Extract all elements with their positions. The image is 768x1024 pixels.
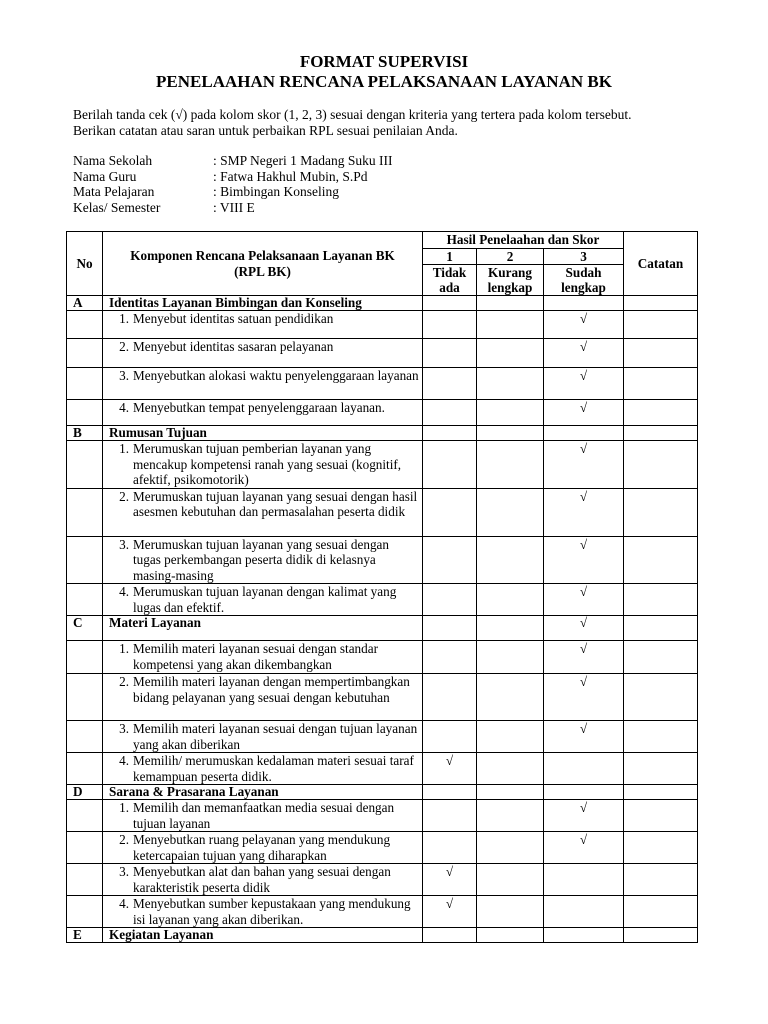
score-cell-3 — [544, 441, 624, 489]
table-body — [67, 296, 698, 943]
score-cell-1 — [423, 584, 477, 616]
score-cell-3 — [544, 536, 624, 584]
score-cell-1 — [423, 536, 477, 584]
item-cell — [103, 584, 423, 616]
item-wrap — [105, 721, 420, 752]
table-row — [67, 800, 698, 832]
section-code: A — [67, 296, 103, 311]
notes-cell — [624, 864, 698, 896]
score-cell-1 — [423, 721, 477, 753]
notes-cell — [624, 339, 698, 368]
score-cell-1 — [423, 928, 477, 943]
item-wrap — [105, 753, 420, 784]
score-cell-1 — [423, 441, 477, 489]
item-cell — [103, 864, 423, 896]
score-cell-2 — [477, 400, 544, 426]
item-cell — [103, 400, 423, 426]
table-row — [67, 753, 698, 785]
item-cell — [103, 311, 423, 339]
item-wrap — [105, 368, 420, 384]
notes-cell — [624, 785, 698, 800]
section-row — [67, 616, 698, 641]
item-cell — [103, 896, 423, 928]
item-cell — [103, 721, 423, 753]
item-wrap — [105, 339, 420, 355]
item-number: 4. — [119, 896, 129, 911]
score-cell-1 — [423, 400, 477, 426]
item-wrap — [105, 584, 420, 615]
check-mark: √ — [579, 674, 588, 689]
item-wrap — [105, 641, 420, 672]
item-number: 1. — [119, 441, 129, 456]
item-wrap — [105, 800, 420, 831]
table-row — [67, 339, 698, 368]
check-mark: √ — [445, 896, 454, 911]
item-text: Menyebutkan sumber kepustakaan yang mendukung isi layanan yang akan diberikan. — [133, 896, 411, 927]
score-cell-3 — [544, 864, 624, 896]
score-cell-3 — [544, 400, 624, 426]
notes-cell — [624, 641, 698, 674]
header-score-2-label: Kurang lengkap — [477, 265, 544, 296]
check-mark: √ — [579, 832, 588, 847]
score-cell-3 — [544, 753, 624, 785]
table-row — [67, 368, 698, 400]
score-cell-2 — [477, 896, 544, 928]
check-mark: √ — [579, 400, 588, 415]
item-number: 3. — [119, 721, 129, 736]
info-row-subject — [73, 184, 392, 200]
item-text: Memilih dan memanfaatkan media sesuai dengan tujuan layanan — [133, 800, 395, 831]
score-cell-2 — [477, 584, 544, 616]
table-row — [67, 896, 698, 928]
instruction-line-1: Berilah tanda cek (√) pada kolom skor (1, 2, 3) sesuai dengan kriteria yang tertera pada kolom tersebut. — [73, 107, 632, 122]
section-row — [67, 928, 698, 943]
score-cell-2 — [477, 785, 544, 800]
section-title: Identitas Layanan Bimbingan dan Konseling — [103, 296, 423, 311]
notes-cell — [624, 928, 698, 943]
item-number: 1. — [119, 311, 129, 326]
item-number: 2. — [119, 488, 129, 504]
notes-cell — [624, 832, 698, 864]
item-text: Merumuskan tujuan layanan yang sesuai dengan tugas perkembangan peserta didik di kelasnya masing-masing — [133, 536, 389, 583]
notes-cell — [624, 674, 698, 721]
section-row — [67, 296, 698, 311]
score-cell-3 — [544, 584, 624, 616]
notes-cell — [624, 368, 698, 400]
no-cell — [67, 368, 103, 400]
supervision-table — [66, 231, 698, 943]
score-cell-1 — [423, 426, 477, 441]
no-cell — [67, 400, 103, 426]
score-cell-3 — [544, 721, 624, 753]
no-cell — [67, 641, 103, 674]
no-cell — [67, 800, 103, 832]
score-cell-3 — [544, 296, 624, 311]
item-wrap — [105, 864, 420, 895]
item-number: 2. — [119, 674, 129, 689]
notes-cell — [624, 753, 698, 785]
item-wrap — [105, 311, 420, 327]
info-label: Kelas/ Semester — [73, 199, 161, 215]
table-row — [67, 641, 698, 674]
no-cell — [67, 721, 103, 753]
check-mark: √ — [579, 800, 588, 815]
notes-cell — [624, 400, 698, 426]
info-value: : VIII E — [213, 199, 255, 215]
score-cell-1 — [423, 800, 477, 832]
check-mark: √ — [579, 441, 588, 456]
section-row — [67, 785, 698, 800]
score-cell-2 — [477, 616, 544, 641]
item-cell — [103, 441, 423, 489]
no-cell — [67, 832, 103, 864]
header-score-1: 1 — [423, 248, 477, 265]
notes-cell — [624, 441, 698, 489]
document-title: FORMAT SUPERVISI — [299, 52, 469, 71]
item-cell — [103, 368, 423, 400]
item-number: 3. — [119, 536, 129, 552]
check-mark: √ — [579, 641, 588, 656]
score-cell-1 — [423, 753, 477, 785]
info-row-teacher — [73, 169, 392, 185]
score-cell-3 — [544, 339, 624, 368]
no-cell — [67, 584, 103, 616]
score-cell-1 — [423, 864, 477, 896]
score-cell-3 — [544, 311, 624, 339]
score-cell-3 — [544, 785, 624, 800]
item-text: Merumuskan tujuan layanan dengan kalimat yang lugas dan efektif. — [133, 584, 397, 615]
no-cell — [67, 441, 103, 489]
instruction-line-2: Berikan catatan atau saran untuk perbaikan RPL sesuai penilaian Anda. — [73, 123, 458, 138]
item-number: 2. — [119, 832, 129, 847]
table-row — [67, 674, 698, 721]
score-cell-3 — [544, 426, 624, 441]
score-cell-2 — [477, 832, 544, 864]
item-text: Memilih materi layanan dengan mempertimbangkan bidang pelayanan yang sesuai dengan kebutuhan — [133, 674, 410, 705]
item-number: 3. — [119, 368, 129, 383]
table-row — [67, 832, 698, 864]
score-cell-1 — [423, 785, 477, 800]
item-wrap — [105, 674, 420, 705]
no-cell — [67, 753, 103, 785]
check-mark: √ — [445, 864, 454, 879]
section-row — [67, 426, 698, 441]
table-row — [67, 488, 698, 536]
check-mark: √ — [579, 368, 588, 383]
item-text: Merumuskan tujuan pemberian layanan yang mencakup kompetensi ranah yang sesuai (kognitif, afektif, psikomotorik) — [133, 441, 402, 487]
header-no: No — [67, 232, 103, 296]
item-text: Menyebutkan alat dan bahan yang sesuai dengan karakteristik peserta didik — [133, 864, 391, 895]
notes-cell — [624, 800, 698, 832]
item-cell — [103, 536, 423, 584]
score-cell-3 — [544, 800, 624, 832]
info-row-class — [73, 200, 392, 216]
info-value: : SMP Negeri 1 Madang Suku III — [213, 153, 393, 168]
section-code: E — [67, 928, 103, 943]
score-cell-2 — [477, 488, 544, 536]
header-score-3: 3 — [544, 248, 624, 265]
table-row — [67, 864, 698, 896]
notes-cell — [624, 488, 698, 536]
item-text: Memilih materi layanan sesuai dengan standar kompetensi yang akan dikembangkan — [133, 641, 378, 672]
score-cell-1 — [423, 311, 477, 339]
no-cell — [67, 488, 103, 536]
info-value: : Bimbingan Konseling — [213, 184, 339, 199]
score-cell-2 — [477, 296, 544, 311]
section-title: Sarana & Prasarana Layanan — [103, 785, 423, 800]
score-cell-2 — [477, 721, 544, 753]
section-title: Materi Layanan — [103, 616, 423, 641]
check-mark: √ — [579, 584, 588, 599]
item-cell — [103, 800, 423, 832]
score-cell-2 — [477, 864, 544, 896]
instructions — [73, 107, 631, 139]
item-text: Merumuskan tujuan layanan yang sesuai dengan hasil asesmen kebutuhan dan permasalahan peserta didik — [133, 488, 418, 519]
section-title: Rumusan Tujuan — [103, 426, 423, 441]
item-cell — [103, 832, 423, 864]
info-value: : Fatwa Hakhul Mubin, S.Pd — [213, 168, 368, 184]
item-number: 4. — [119, 400, 129, 415]
score-cell-2 — [477, 368, 544, 400]
section-code: C — [67, 616, 103, 641]
score-cell-2 — [477, 674, 544, 721]
check-mark: √ — [579, 721, 588, 736]
table-row — [67, 311, 698, 339]
header-score-3-label: Sudah lengkap — [544, 265, 624, 296]
no-cell — [67, 311, 103, 339]
document-subtitle: PENELAAHAN RENCANA PELAKSANAAN LAYANAN BK — [156, 72, 612, 91]
identity-block — [73, 153, 392, 215]
table-row — [67, 721, 698, 753]
score-cell-3 — [544, 896, 624, 928]
header-score-2: 2 — [477, 248, 544, 265]
score-cell-3 — [544, 368, 624, 400]
item-number: 1. — [119, 800, 129, 815]
no-cell — [67, 339, 103, 368]
score-cell-3 — [544, 674, 624, 721]
score-cell-1 — [423, 674, 477, 721]
header-notes: Catatan — [624, 232, 698, 296]
score-cell-1 — [423, 616, 477, 641]
item-number: 3. — [119, 864, 129, 879]
notes-cell — [624, 616, 698, 641]
info-row-school — [73, 153, 392, 169]
notes-cell — [624, 426, 698, 441]
check-mark: √ — [579, 488, 588, 504]
item-wrap — [105, 537, 420, 584]
table-row — [67, 536, 698, 584]
header-component: Komponen Rencana Pelaksanaan Layanan BK (RPL BK) — [103, 232, 423, 296]
notes-cell — [624, 896, 698, 928]
header-score-1-label: Tidak ada — [423, 265, 477, 296]
no-cell — [67, 896, 103, 928]
table-row — [67, 584, 698, 616]
score-cell-1 — [423, 339, 477, 368]
item-number: 4. — [119, 753, 129, 768]
item-text: Memilih materi layanan sesuai dengan tujuan layanan yang akan diberikan — [133, 721, 418, 752]
score-cell-1 — [423, 896, 477, 928]
score-cell-1 — [423, 641, 477, 674]
table-row — [67, 441, 698, 489]
score-cell-3 — [544, 616, 624, 641]
score-cell-2 — [477, 311, 544, 339]
score-cell-2 — [477, 339, 544, 368]
notes-cell — [624, 536, 698, 584]
table-row — [67, 400, 698, 426]
score-cell-2 — [477, 800, 544, 832]
score-cell-2 — [477, 426, 544, 441]
score-cell-1 — [423, 368, 477, 400]
check-mark: √ — [579, 339, 588, 354]
score-cell-2 — [477, 641, 544, 674]
notes-cell — [624, 721, 698, 753]
item-wrap — [105, 489, 420, 520]
no-cell — [67, 864, 103, 896]
score-cell-3 — [544, 488, 624, 536]
score-cell-3 — [544, 832, 624, 864]
check-mark: √ — [445, 753, 454, 768]
check-mark: √ — [579, 536, 588, 552]
score-cell-2 — [477, 441, 544, 489]
item-text: Menyebut identitas satuan pendidikan — [133, 311, 334, 326]
notes-cell — [624, 584, 698, 616]
info-label: Nama Sekolah — [73, 153, 153, 168]
notes-cell — [624, 296, 698, 311]
item-text: Menyebutkan alokasi waktu penyelenggaraan layanan — [133, 368, 419, 383]
no-cell — [67, 536, 103, 584]
score-cell-1 — [423, 488, 477, 536]
item-number: 1. — [119, 641, 129, 656]
notes-cell — [624, 311, 698, 339]
section-title: Kegiatan Layanan — [103, 928, 423, 943]
item-cell — [103, 641, 423, 674]
item-cell — [103, 674, 423, 721]
header-result: Hasil Penelaahan dan Skor — [423, 232, 624, 249]
score-cell-2 — [477, 928, 544, 943]
item-number: 2. — [119, 339, 129, 354]
info-label: Mata Pelajaran — [73, 184, 155, 199]
item-text: Menyebutkan tempat penyelenggaraan layanan. — [133, 400, 385, 415]
score-cell-3 — [544, 928, 624, 943]
score-cell-2 — [477, 753, 544, 785]
item-text: Menyebutkan ruang pelayanan yang mendukung ketercapaian tujuan yang diharapkan — [133, 832, 391, 863]
item-wrap — [105, 441, 420, 488]
no-cell — [67, 674, 103, 721]
score-cell-1 — [423, 832, 477, 864]
item-text: Menyebut identitas sasaran pelayanan — [133, 339, 334, 354]
item-cell — [103, 753, 423, 785]
score-cell-1 — [423, 296, 477, 311]
info-label: Nama Guru — [73, 168, 137, 184]
item-wrap — [105, 896, 420, 927]
item-text: Memilih/ merumuskan kedalaman materi sesuai taraf kemampuan peserta didik. — [133, 753, 414, 784]
check-mark: √ — [579, 615, 588, 630]
section-code: B — [67, 426, 103, 441]
item-wrap — [105, 832, 420, 863]
section-code: D — [67, 785, 103, 800]
item-wrap — [105, 400, 420, 416]
score-cell-2 — [477, 536, 544, 584]
item-cell — [103, 488, 423, 536]
check-mark: √ — [579, 311, 588, 326]
item-cell — [103, 339, 423, 368]
item-number: 4. — [119, 584, 129, 599]
score-cell-3 — [544, 641, 624, 674]
